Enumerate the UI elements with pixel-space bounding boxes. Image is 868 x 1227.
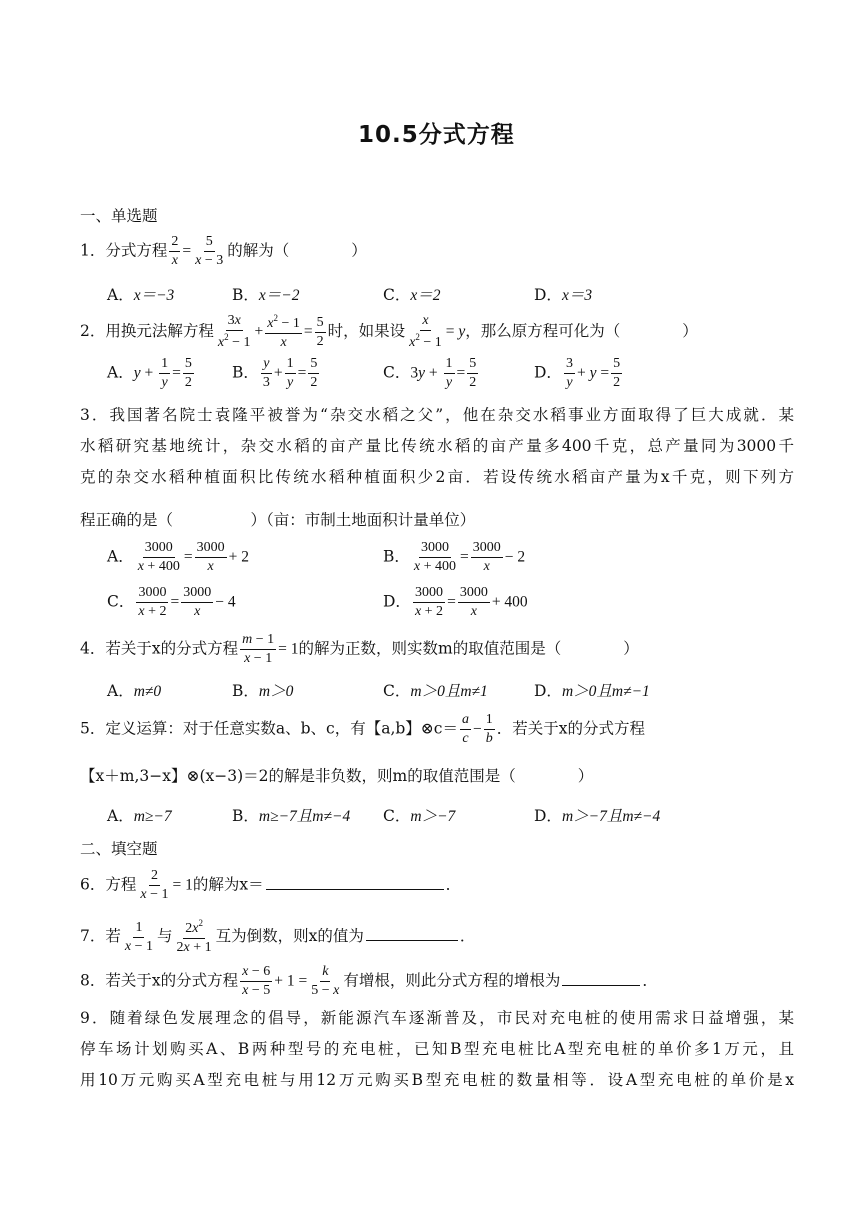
question-4: 4．若关于x的分式方程 $\frac{m - 1}{x - 1}$ = 1的解为正数，则实数m的取值范围是（ ）: [80, 632, 639, 667]
q3-option-b: B． $\frac{3000}{x + 400}$ = $\frac{3000}{x}$ − 2: [383, 540, 526, 575]
q4-option-a: A．m≠0: [107, 682, 162, 700]
section-heading-fill-blank: 二、填空题: [80, 840, 158, 858]
fraction: $\frac{2}{x}$: [171, 234, 179, 269]
q4-option-d: D．m＞0且m≠−1: [534, 682, 650, 700]
question-8: 8．若关于x的分式方程 $\frac{x - 6}{x - 5}$ + 1 = $\frac{k}{5 - x}$ 有增根，则此分式方程的增根为 ．: [80, 964, 658, 999]
question-text: 分式方程: [105, 241, 168, 260]
q3-option-c: C． $\frac{3000}{x + 2}$ = $\frac{3000}{x}$ − 4: [107, 585, 236, 620]
answer-blank[interactable]: [266, 888, 444, 890]
question-7: 7．若 $\frac{1}{x - 1}$ 与 $\frac{2x^2}{2x + 1}$ 互为倒数，则x的值为 ．: [80, 918, 476, 956]
page-title: 10.5分式方程: [358, 122, 515, 148]
question-text: 的解为（ ）: [227, 241, 367, 260]
q3-option-d: D． $\frac{3000}{x + 2}$ = $\frac{3000}{x}$ + 400: [383, 585, 528, 620]
q1-option-d: D．x＝3: [534, 286, 593, 304]
q2-option-b: B． $\frac{y}{3}$ + $\frac{1}{y}$ = $\frac{5}{2}$: [232, 356, 318, 391]
question-9-text: 9．随着绿色发展理念的倡导，新能源汽车逐渐普及，市民对充电桩的使用需求日益增强，某 停车场计划购买A、B两种型号的充电桩，已知B型充电桩比A型充电桩的单价多1万元，且 用10万元购买A型充电桩与用12万元购买B型充电桩的数量相等．设A型充电桩的单价是x: [80, 1009, 794, 1089]
q1-option-c: C．x＝2: [383, 286, 441, 304]
q4-option-b: B．m＞0: [232, 682, 294, 700]
q5-option-b: B．m≥−7且m≠−4: [232, 807, 351, 825]
fraction: $\frac{5}{x - 3}$: [195, 234, 224, 269]
q3-option-a: A． $\frac{3000}{x + 400}$ = $\frac{3000}{x}$ + 2: [107, 540, 249, 575]
answer-blank[interactable]: [562, 984, 640, 986]
question-number: 1．: [80, 241, 106, 260]
question-1: 1．分式方程 $\frac{2}{x}$ = $\frac{5}{x - 3}$ 的解为（ ）: [80, 234, 367, 269]
answer-blank[interactable]: [366, 939, 458, 941]
q1-option-b: B．x＝−2: [232, 286, 300, 304]
q2-option-a: A．y + $\frac{1}{y}$ = $\frac{5}{2}$: [107, 356, 192, 391]
q5-option-a: A．m≥−7: [107, 807, 172, 825]
q2-option-c: C．3y + $\frac{1}{y}$ = $\frac{5}{2}$: [383, 356, 477, 391]
section-heading-single-choice: 一、单选题: [80, 207, 158, 225]
question-3-last-line: 程正确的是（ ）（亩：市制土地面积计量单位）: [80, 511, 476, 529]
q4-option-c: C．m＞0且m≠1: [383, 682, 488, 700]
q5-option-d: D．m＞−7且m≠−4: [534, 807, 661, 825]
question-2: 2．用换元法解方程 $\frac{3x}{x^2 - 1}$ + $\frac{x^2 - 1}{x}$ = $\frac{5}{2}$ 时，如果设 $\frac{x}{x^2 - 1}$ = y，那么原方程可化为（ ）: [80, 313, 698, 351]
question-5-line-2: 【x＋m,3−x】⊗(x−3)＝2的解是非负数，则m的取值范围是（ ）: [80, 767, 594, 785]
q1-option-a: A．x＝−3: [107, 286, 175, 304]
question-3-text: 3．我国著名院士袁隆平被誉为“杂交水稻之父”，他在杂交水稻事业方面取得了巨大成就．某 水稻研究基地统计，杂交水稻的亩产量比传统水稻的亩产量多400千克，总产量同为3000千 克的杂交水稻种植面积比传统水稻种植面积少2亩．若设传统水稻亩产量为x千克，则下列方: [80, 406, 794, 486]
q2-option-d: D． $\frac{3}{y}$ + y = $\frac{5}{2}$: [534, 356, 621, 391]
q5-option-c: C．m＞−7: [383, 807, 456, 825]
question-6: 6．方程 $\frac{2}{x - 1}$ = 1的解为x＝ ．: [80, 868, 462, 903]
question-5-line-1: 5．定义运算：对于任意实数a、b、c，有【a,b】⊗c＝ $\frac{a}{c}$ − $\frac{1}{b}$ ．若关于x的分式方程: [80, 712, 645, 747]
